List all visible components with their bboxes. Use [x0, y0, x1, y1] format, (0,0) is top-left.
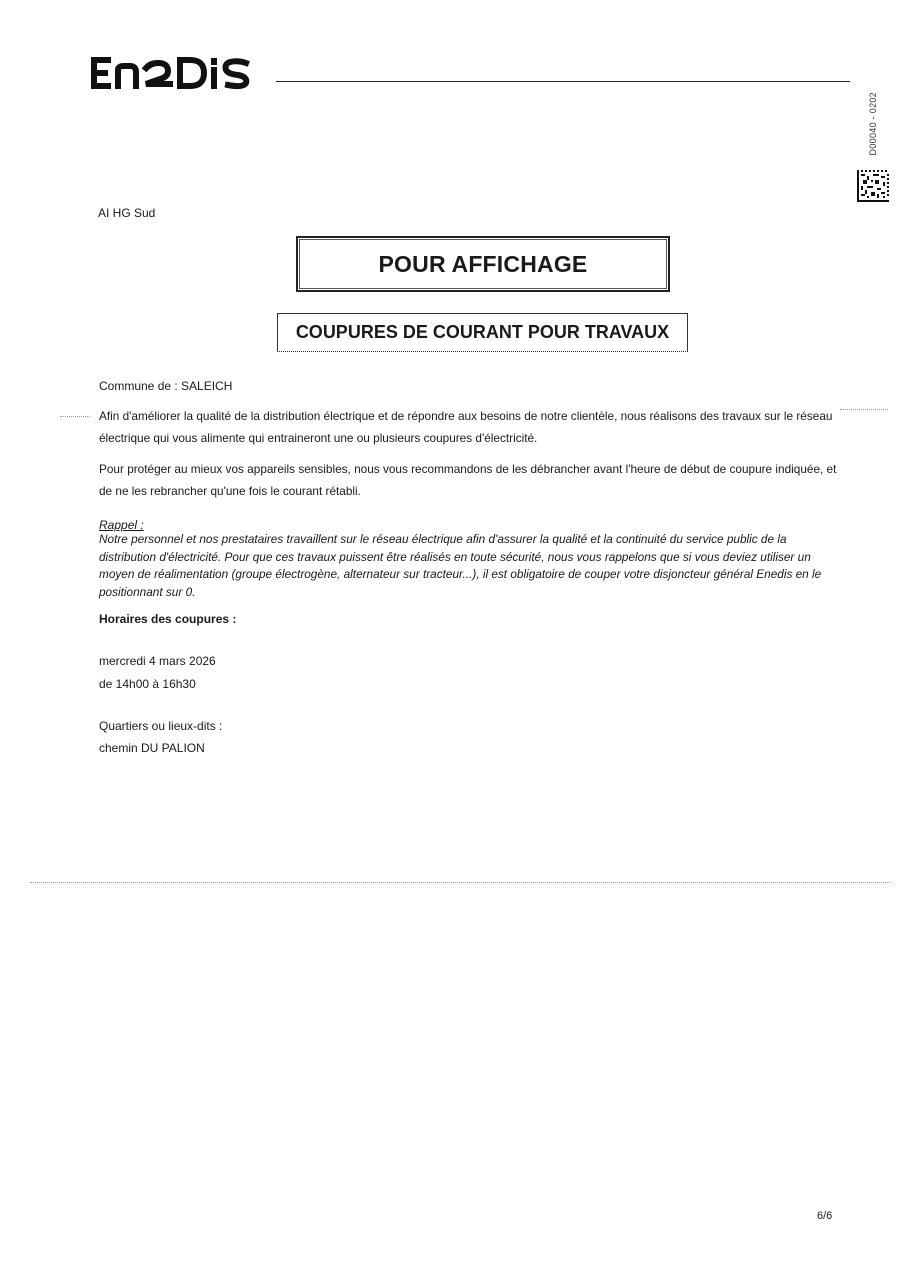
- datamatrix-code: [857, 170, 889, 202]
- schedule-heading: Horaires des coupures :: [99, 612, 237, 626]
- advice-paragraph: Pour protéger au mieux vos appareils sensibles, nous vous recommandons de les débrancher avant l'heure de début de coupure indiquée, et de ne les rebrancher qu'une fois le courant rétabli.: [99, 462, 837, 498]
- notice-text: POUR AFFICHAGE: [378, 250, 588, 277]
- title-banner: [277, 313, 688, 352]
- document-code: D00040 - 0202: [868, 92, 878, 156]
- notice-banner: [296, 236, 670, 292]
- commune-line: Commune de : SALEICH: [99, 379, 233, 393]
- page-number: 6/6: [817, 1210, 833, 1222]
- scan-artifact-line: [60, 416, 90, 417]
- scan-artifact-line: [840, 409, 888, 410]
- place-name: chemin DU PALION: [99, 741, 205, 755]
- header-rule: [276, 81, 850, 82]
- agency-label: AI HG Sud: [98, 206, 156, 220]
- title-text: COUPURES DE COURANT POUR TRAVAUX: [295, 322, 670, 342]
- places-heading: Quartiers ou lieux-dits :: [99, 719, 223, 733]
- intro-paragraph: Afin d'améliorer la qualité de la distribution électrique et de répondre aux besoins de notre clientèle, nous réalisons des travaux sur le réseau électrique qui vous alimente qui entraineront une ou plusieurs coupures d'électricité.: [99, 409, 833, 445]
- reminder-paragraph: Notre personnel et nos prestataires travaillent sur le réseau électrique afin d'assurer la qualité et la continuité du service public de la distribution d'électricité. Pour que ces travaux puissent être réalisés en toute sécurité, nous vous rappelons que si vous deviez utiliser un moyen de réalimentation (groupe électrogène, alternateur sur tracteur...), il est obligatoire de couper votre disjoncteur général Enedis en le positionnant sur 0.: [99, 532, 822, 599]
- scan-artifact-line: [30, 882, 890, 883]
- enedis-logo: [88, 50, 268, 94]
- outage-time: de 14h00 à 16h30: [99, 677, 196, 691]
- reminder-heading: Rappel :: [99, 518, 144, 532]
- outage-date: mercredi 4 mars 2026: [99, 654, 216, 668]
